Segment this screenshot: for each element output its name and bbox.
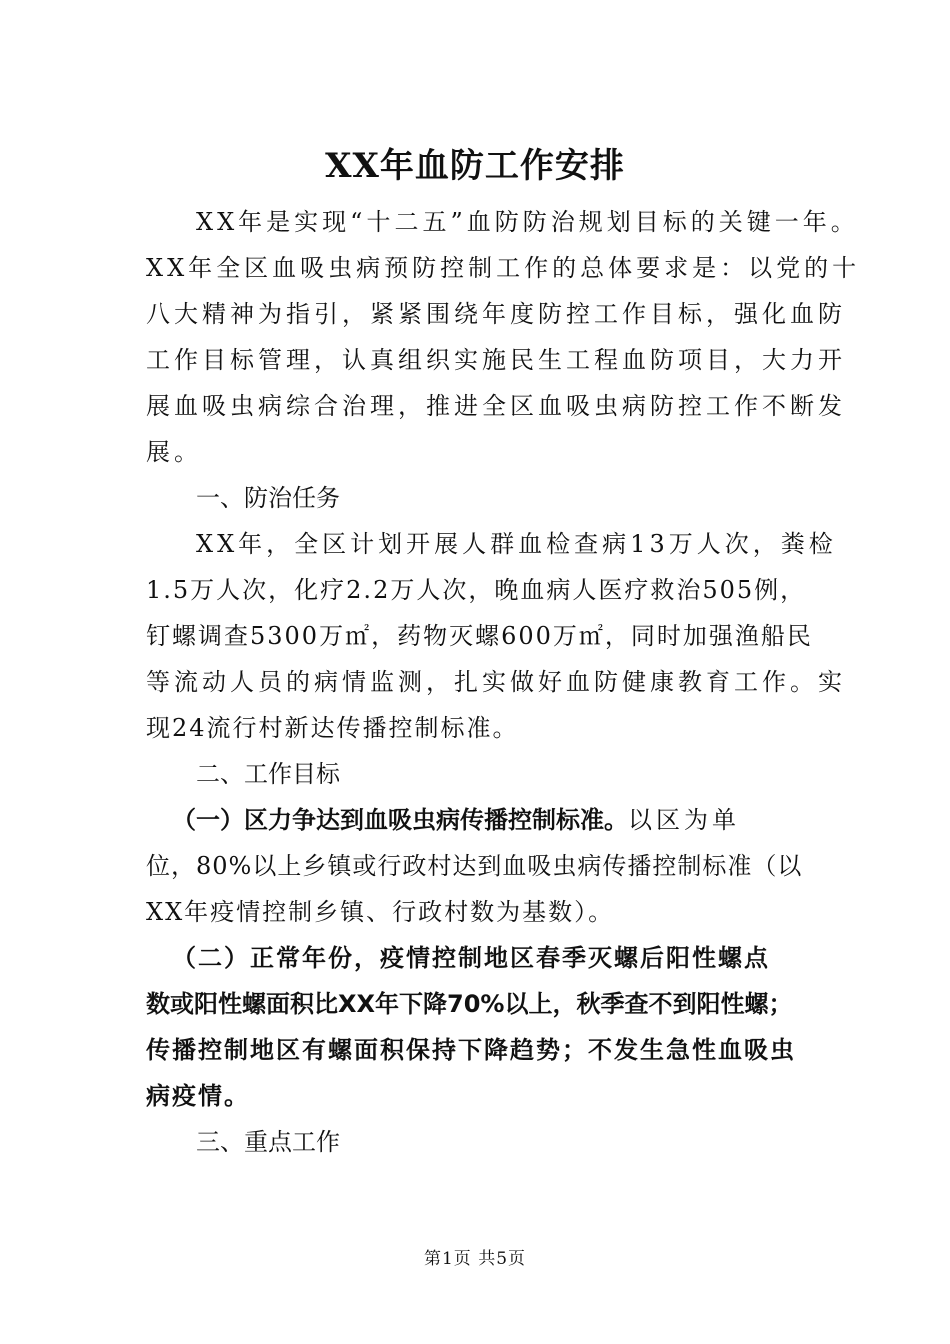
item1-bold-text: （一）区力争达到血吸虫病传播控制标准。 bbox=[172, 806, 628, 834]
page-footer: 第1页 共5页 bbox=[423, 1249, 527, 1269]
section2-item2-line: （二）正常年份，疫情控制地区春季灭螺后阳性螺点 bbox=[172, 944, 770, 972]
item1-rest-text: 以区为单 bbox=[628, 806, 740, 834]
document-title: XX年血防工作安排 bbox=[325, 146, 625, 186]
section1-line: 等流动人员的病情监测，扎实做好血防健康教育工作。实 bbox=[146, 668, 846, 696]
section1-line: 1.5万人次，化疗2.2万人次，晚血病人医疗救治505例， bbox=[146, 576, 807, 604]
section-heading: 三、重点工作 bbox=[196, 1128, 340, 1156]
section1-line: XX年，全区计划开展人群血检查病13万人次，粪检 bbox=[196, 530, 837, 558]
intro-line: 八大精神为指引，紧紧围绕年度防控工作目标，强化血防 bbox=[146, 300, 846, 328]
section1-line: 现24流行村新达传播控制标准。 bbox=[146, 714, 519, 742]
section1-line: 钉螺调查5300万㎡，药物灭螺600万㎡，同时加强渔船民 bbox=[146, 622, 813, 650]
section2-item1-line: 位，80%以上乡镇或行政村达到血吸虫病传播控制标准（以 bbox=[146, 852, 803, 880]
intro-line: 工作目标管理，认真组织实施民生工程血防项目，大力开 bbox=[146, 346, 846, 374]
section2-item2-line: 数或阳性螺面积比XX年下降70%以上，秋季查不到阳性螺； bbox=[146, 990, 793, 1018]
section-heading: 一、防治任务 bbox=[196, 484, 340, 512]
section2-item1-line: XX年疫情控制乡镇、行政村数为基数）。 bbox=[146, 898, 615, 926]
section2-item2-line: 病疫情。 bbox=[146, 1082, 250, 1110]
intro-line: XX年是实现“十二五”血防防治规划目标的关键一年。 bbox=[196, 208, 859, 236]
section2-item1-first-line bbox=[172, 804, 862, 836]
section-heading: 二、工作目标 bbox=[196, 760, 340, 788]
section2-item2-line: 传播控制地区有螺面积保持下降趋势；不发生急性血吸虫 bbox=[146, 1036, 796, 1064]
intro-line: XX年全区血吸虫病预防控制工作的总体要求是：以党的十 bbox=[146, 254, 861, 282]
intro-line: 展。 bbox=[146, 438, 202, 466]
intro-line: 展血吸虫病综合治理，推进全区血吸虫病防控工作不断发 bbox=[146, 392, 846, 420]
